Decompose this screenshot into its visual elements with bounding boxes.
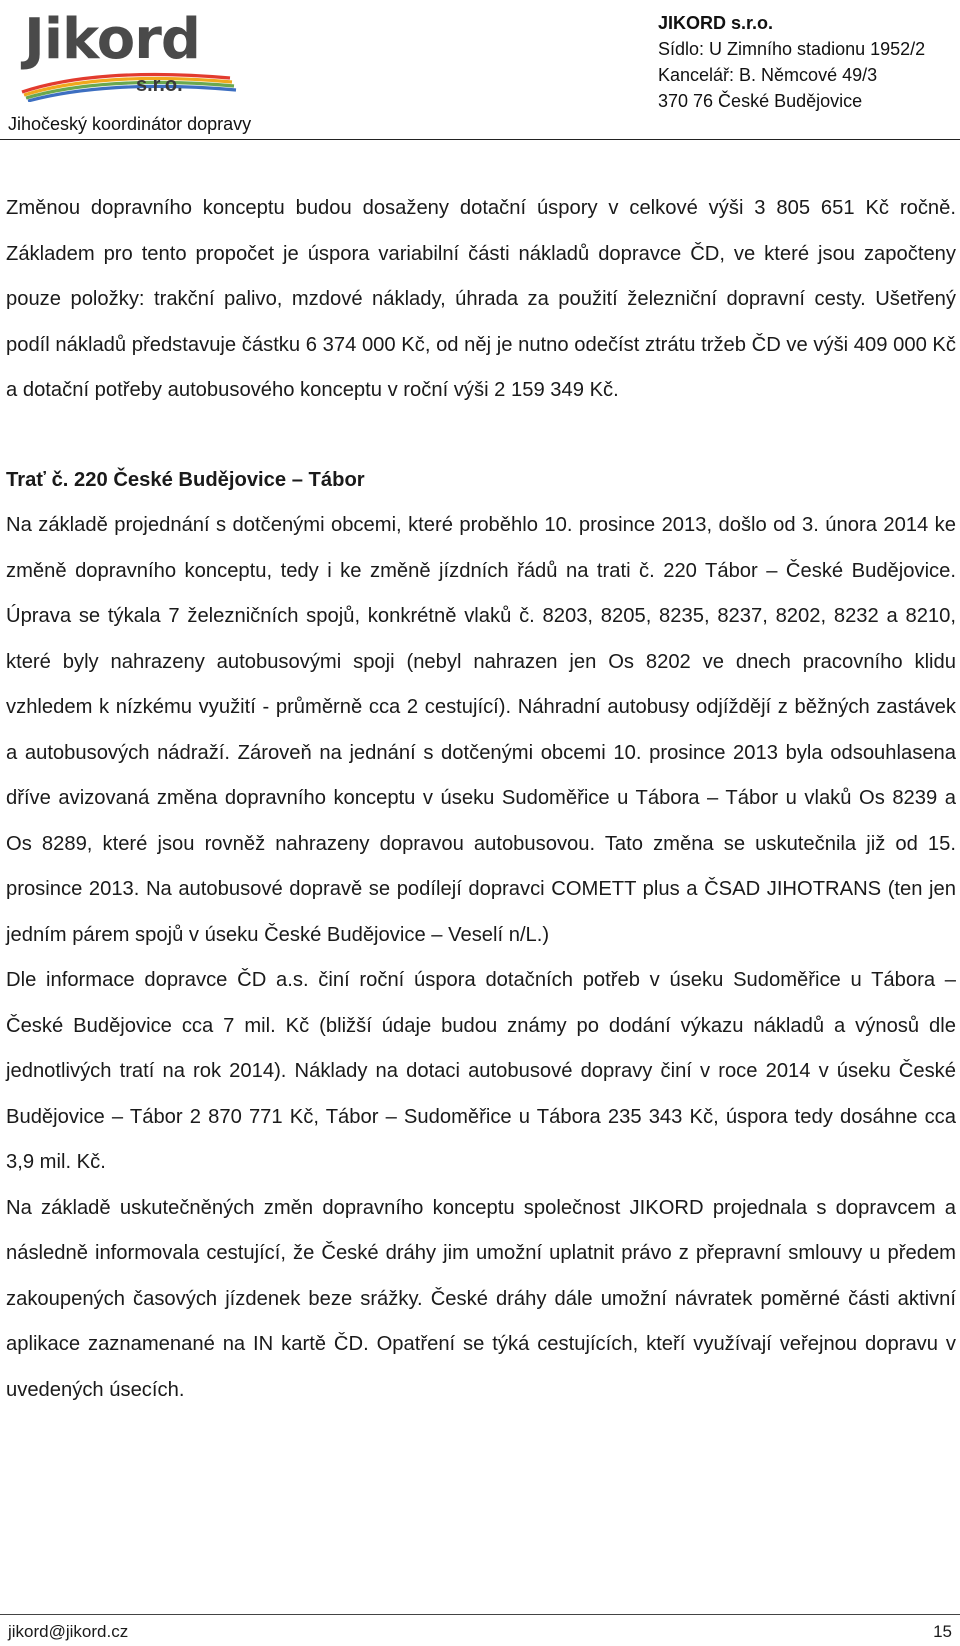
paragraph-spacer [6,414,956,458]
header-divider [0,139,960,140]
footer-email[interactable]: jikord@jikord.cz [8,1622,129,1641]
company-office: Kancelář: B. Němcové 49/3 [658,65,878,85]
footer-divider [0,1614,960,1615]
page-number: 15 [933,1622,952,1641]
paragraph-line-change: Na základě projednání s dotčenými obcemi, které proběhlo 10. prosince 2013, došlo od 3. února 2014 ke změně dopravního konceptu, tedy i ke změně jízdních řádů na trati č. 220 Tábor – České Budějovice. Úprava se týkala 7 železničních spojů, konkrétně vlaků č. 8203, 8205, 8235, 8237, 8202, 8232 a 8210, které byly nahrazeny autobusovými spoji (nebyl nahrazen jen Os 8202 ve dnech pracovního klidu vzhledem k nízkému využití - průměrně cca 2 cestující). Náhradní autobusy odjíždějí z běžných zastávek a autobusových nádraží. Zároveň na jednání s dotčenými obcemi 10. prosince 2013 byla odsouhlasena dříve avizovaná změna dopravního konceptu v úseku Sudoměřice u Tábora – Tábor u vlaků Os 8239 a Os 8289, které jsou rovněž nahrazeny dopravou autobusovou. Tato změna se uskutečnila již od 15. prosince 2013. Na autobusové dopravě se podílejí dopravci COMETT plus a ČSAD JIHOTRANS (ten jen jedním párem spojů v úseku České Budějovice – Veselí n/L.) [6,514,956,946]
company-seat: Sídlo: U Zimního stadionu 1952/2 [658,39,926,59]
paragraph-passengers: Na základě uskutečněných změn dopravního konceptu společnost JIKORD projednala s dopravcem a následně informovala cestující, že České dráhy jim umožní uplatnit právo z přepravní smlouvy u předem zakoupených časových jízdenek beze srážky. České dráhy dále umožní návratek poměrné části aktivní aplikace zaznamenané na IN kartě ČD. Opatření se týká cestujících, kteří využívají veřejnou dopravu v uvedených úsecích. [6,1196,956,1401]
paragraph-savings: Změnou dopravního konceptu budou dosaženy dotační úspory v celkové výši 3 805 651 Kč ročně. Základem pro tento propočet je úspora variabilní části nákladů dopravce ČD, ve které jsou započteny pouze položky: trakční palivo, mzdové náklady, úhrada za použití železniční dopravní cesty. Ušetřený podíl nákladů představuje částku 6 374 000 Kč, od něj je nutno odečíst ztrátu tržeb ČD ve výši 409 000 Kč a dotační potřeby autobusového konceptu v roční výši 2 159 349 Kč. [6,197,956,401]
logo-suffix: s.r.o. [136,74,183,96]
company-name: JIKORD s.r.o. [658,13,774,33]
page-header [0,0,960,140]
document-body [6,186,956,1413]
section-heading: Trať č. 220 České Budějovice – Tábor [6,468,365,491]
company-tagline: Jihočeský koordinátor dopravy [8,114,252,134]
paragraph-subsidy: Dle informace dopravce ČD a.s. činí roční úspora dotačních potřeb v úseku Sudoměřice u Tábora – České Budějovice cca 7 mil. Kč (bližší údaje budou známy po dodání výkazu nákladů a výnosů dle jednotlivých tratí na rok 2014). Náklady na dotaci autobusové dopravy činí v roce 2014 v úseku České Budějovice – Tábor 2 870 771 Kč, Tábor – Sudoměřice u Tábora 235 343 Kč, úspora tedy dosáhne cca 3,9 mil. Kč. [6,969,956,1173]
jikord-logo [20,7,250,110]
company-city: 370 76 České Budějovice [658,91,863,111]
company-address-block [658,10,925,114]
logo-wordmark: Jikord [24,7,200,72]
